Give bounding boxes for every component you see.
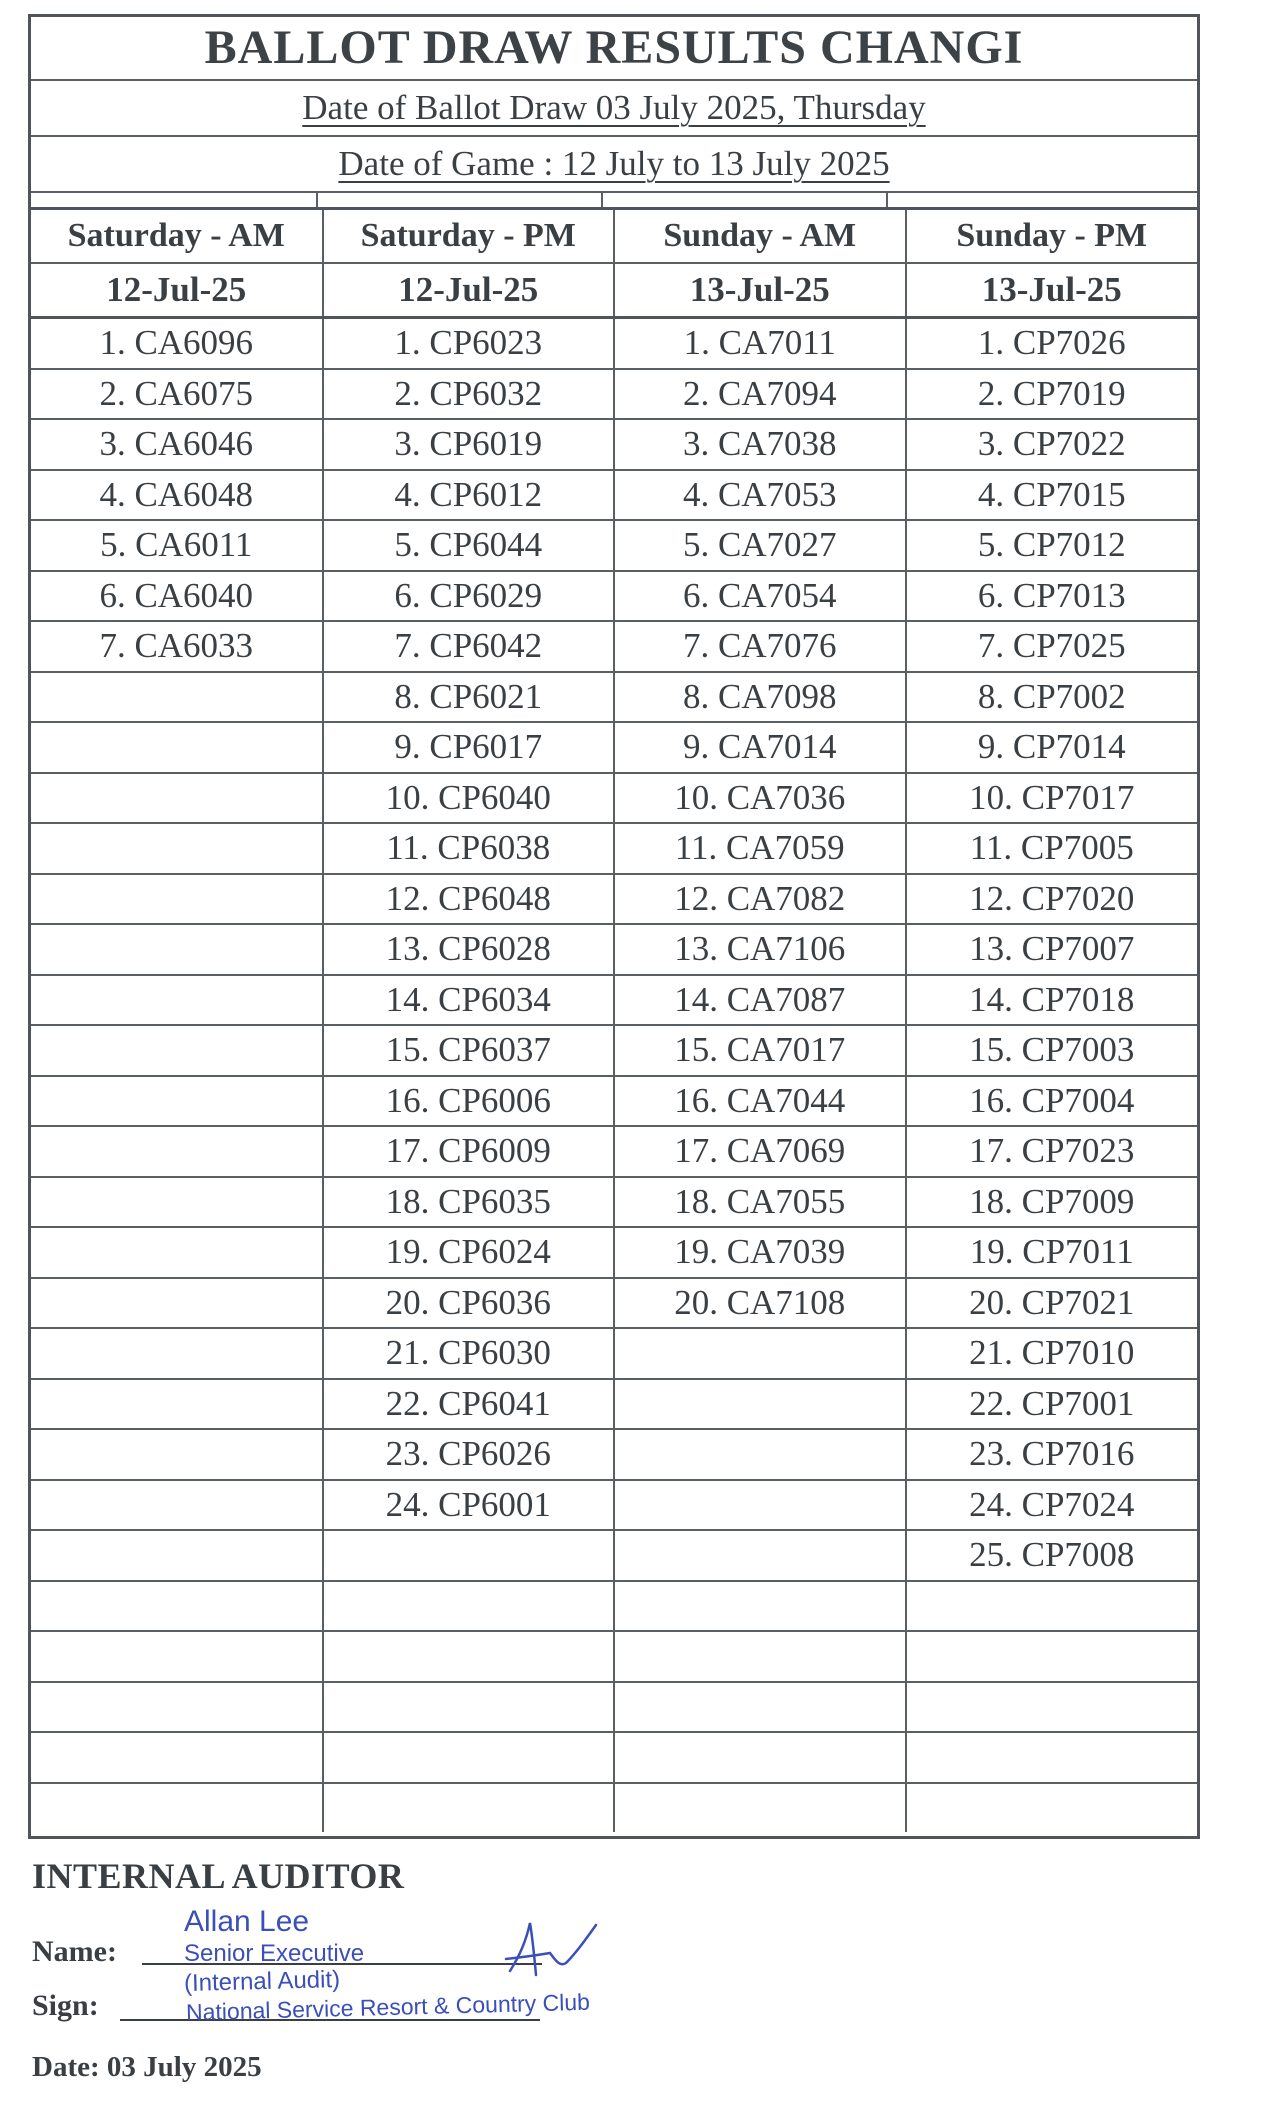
column-day-header: Sunday - AM: [614, 210, 906, 263]
ballot-entry-cell: [906, 1732, 1198, 1783]
ballot-entry-cell: 19. CP6024: [323, 1227, 615, 1278]
ballot-entry-cell: 1. CA7011: [614, 318, 906, 369]
ballot-entry-cell: [323, 1631, 615, 1682]
ballot-entry-cell: 1. CP7026: [906, 318, 1198, 369]
ballot-entry-cell: [323, 1783, 615, 1833]
table-row: [31, 318, 1197, 369]
date-label: Date: 03 July 2025: [32, 2051, 262, 2083]
ballot-entry-cell: [31, 1278, 323, 1329]
ballot-entry-cell: 22. CP7001: [906, 1379, 1198, 1430]
table-row: [31, 975, 1197, 1026]
ballot-entry-cell: [614, 1682, 906, 1733]
ballot-entry-cell: [31, 722, 323, 773]
ballot-entry-cell: 15. CA7017: [614, 1025, 906, 1076]
table-row: [31, 1227, 1197, 1278]
table-row: [31, 1126, 1197, 1177]
ballot-entry-cell: 12. CA7082: [614, 874, 906, 925]
ballot-entry-cell: [31, 874, 323, 925]
ballot-entry-cell: [906, 1783, 1198, 1833]
ballot-entry-cell: [614, 1631, 906, 1682]
ballot-entry-cell: 4. CP7015: [906, 470, 1198, 521]
ballot-entry-cell: 1. CA6096: [31, 318, 323, 369]
ballot-entry-cell: [614, 1783, 906, 1833]
ballot-entry-cell: 3. CP7022: [906, 419, 1198, 470]
ballot-entry-cell: 17. CP6009: [323, 1126, 615, 1177]
ballot-entry-cell: 15. CP6037: [323, 1025, 615, 1076]
ballot-entry-cell: 5. CP6044: [323, 520, 615, 571]
handwritten-position: Senior Executive: [184, 1940, 365, 1967]
ballot-entry-cell: 12. CP6048: [323, 874, 615, 925]
ballot-entry-cell: 17. CA7069: [614, 1126, 906, 1177]
ballot-entry-cell: 17. CP7023: [906, 1126, 1198, 1177]
ballot-entry-cell: 19. CA7039: [614, 1227, 906, 1278]
ballot-entry-cell: [614, 1530, 906, 1581]
ballot-entry-cell: [323, 1682, 615, 1733]
ballot-entry-cell: [906, 1631, 1198, 1682]
ballot-date-text: Date of Ballot Draw 03 July 2025, Thursday: [302, 88, 926, 127]
game-date-line: [31, 137, 1197, 193]
ballot-entry-cell: 5. CA7027: [614, 520, 906, 571]
column-day-header: Saturday - PM: [323, 210, 615, 263]
ballot-entry-cell: 1. CP6023: [323, 318, 615, 369]
ballot-entry-cell: [614, 1379, 906, 1430]
ballot-entry-cell: 8. CA7098: [614, 672, 906, 723]
ballot-entry-cell: 18. CP7009: [906, 1177, 1198, 1228]
handwritten-name: Allan Lee: [184, 1905, 310, 1938]
ballot-entry-cell: [31, 1783, 323, 1833]
ballot-entry-cell: 2. CP6032: [323, 369, 615, 420]
ballot-entry-cell: 14. CA7087: [614, 975, 906, 1026]
ballot-entry-cell: [614, 1732, 906, 1783]
ballot-entry-cell: 2. CA6075: [31, 369, 323, 420]
table-row: [31, 1631, 1197, 1682]
table-row: [31, 1480, 1197, 1531]
ballot-entry-cell: 10. CP6040: [323, 773, 615, 824]
ballot-entry-cell: [614, 1581, 906, 1632]
date-header-row: [31, 263, 1197, 318]
table-row: [31, 1581, 1197, 1632]
table-row: [31, 470, 1197, 521]
ballot-entry-cell: 23. CP6026: [323, 1429, 615, 1480]
ballot-entry-cell: 16. CP6006: [323, 1076, 615, 1127]
ballot-entry-cell: [906, 1581, 1198, 1632]
ballot-entry-cell: 6. CP7013: [906, 571, 1198, 622]
ballot-entry-cell: [323, 1581, 615, 1632]
handwritten-organisation: National Service Resort & Country Club: [185, 1988, 591, 2026]
ballot-entry-cell: 21. CP7010: [906, 1328, 1198, 1379]
ballot-entry-cell: 9. CP7014: [906, 722, 1198, 773]
table-row: [31, 924, 1197, 975]
ballot-entry-cell: 3. CA7038: [614, 419, 906, 470]
table-row: [31, 369, 1197, 420]
ballot-entry-cell: 22. CP6041: [323, 1379, 615, 1430]
ballot-entry-cell: 15. CP7003: [906, 1025, 1198, 1076]
ballot-entry-cell: [31, 1177, 323, 1228]
ballot-entry-cell: 7. CA6033: [31, 621, 323, 672]
table-row: [31, 773, 1197, 824]
ballot-entry-cell: 11. CP7005: [906, 823, 1198, 874]
ballot-entry-cell: [31, 1530, 323, 1581]
ballot-entry-cell: [31, 672, 323, 723]
ballot-entry-cell: 10. CA7036: [614, 773, 906, 824]
ballot-entry-cell: [31, 823, 323, 874]
table-row: [31, 1025, 1197, 1076]
ballot-entry-cell: 7. CA7076: [614, 621, 906, 672]
ballot-entry-cell: [31, 1429, 323, 1480]
ballot-entry-cell: 23. CP7016: [906, 1429, 1198, 1480]
ballot-entry-cell: 4. CA6048: [31, 470, 323, 521]
table-row: [31, 1682, 1197, 1733]
table-row: [31, 1379, 1197, 1430]
table-row: [31, 1076, 1197, 1127]
ballot-entry-cell: [31, 1025, 323, 1076]
ballot-entry-cell: 5. CA6011: [31, 520, 323, 571]
ballot-entry-cell: 11. CA7059: [614, 823, 906, 874]
table-row: [31, 1278, 1197, 1329]
table-row: [31, 419, 1197, 470]
ballot-entry-cell: [31, 1631, 323, 1682]
ballot-entry-cell: 6. CP6029: [323, 571, 615, 622]
ballot-entry-cell: 13. CA7106: [614, 924, 906, 975]
ballot-entry-cell: 19. CP7011: [906, 1227, 1198, 1278]
table-row: [31, 874, 1197, 925]
ballot-entry-cell: 25. CP7008: [906, 1530, 1198, 1581]
ballot-entry-cell: 2. CP7019: [906, 369, 1198, 420]
game-date-text: Date of Game : 12 July to 13 July 2025: [338, 144, 890, 183]
ballot-entry-cell: [31, 975, 323, 1026]
table-row: [31, 722, 1197, 773]
ballot-entry-cell: [614, 1328, 906, 1379]
column-day-header: Saturday - AM: [31, 210, 323, 263]
column-date-header: 13-Jul-25: [906, 263, 1198, 318]
ballot-entry-cell: [31, 1732, 323, 1783]
ballot-entry-cell: 18. CP6035: [323, 1177, 615, 1228]
ballot-entry-cell: 7. CP7025: [906, 621, 1198, 672]
ballot-entry-cell: [31, 773, 323, 824]
results-table: [31, 210, 1197, 1832]
ballot-entry-cell: 7. CP6042: [323, 621, 615, 672]
ballot-entry-cell: [31, 1379, 323, 1430]
ballot-entry-cell: 13. CP6028: [323, 924, 615, 975]
table-row: [31, 1530, 1197, 1581]
ballot-entry-cell: 5. CP7012: [906, 520, 1198, 571]
table-row: [31, 1328, 1197, 1379]
table-row: [31, 571, 1197, 622]
ballot-date-line: [31, 81, 1197, 137]
ballot-entry-cell: [31, 1126, 323, 1177]
ballot-entry-cell: 18. CA7055: [614, 1177, 906, 1228]
ballot-entry-cell: 24. CP7024: [906, 1480, 1198, 1531]
results-body: [31, 318, 1197, 1833]
ballot-entry-cell: 20. CA7108: [614, 1278, 906, 1329]
column-date-header: 12-Jul-25: [323, 263, 615, 318]
ballot-entry-cell: 24. CP6001: [323, 1480, 615, 1531]
table-row: [31, 672, 1197, 723]
table-row: [31, 1177, 1197, 1228]
ballot-entry-cell: 2. CA7094: [614, 369, 906, 420]
sign-label: Sign:: [32, 1989, 99, 2022]
ballot-entry-cell: 4. CA7053: [614, 470, 906, 521]
column-date-header: 12-Jul-25: [31, 263, 323, 318]
ballot-entry-cell: [614, 1480, 906, 1531]
day-header-row: [31, 210, 1197, 263]
internal-auditor-block: [32, 1855, 932, 2095]
ballot-entry-cell: 3. CP6019: [323, 419, 615, 470]
table-row: [31, 1783, 1197, 1833]
ballot-entry-cell: [31, 1076, 323, 1127]
header-spacer: [31, 193, 1197, 210]
ballot-entry-cell: [31, 1328, 323, 1379]
ballot-entry-cell: [614, 1429, 906, 1480]
column-date-header: 13-Jul-25: [614, 263, 906, 318]
table-row: [31, 520, 1197, 571]
ballot-entry-cell: [906, 1682, 1198, 1733]
ballot-entry-cell: [31, 1581, 323, 1632]
ballot-entry-cell: [31, 924, 323, 975]
ballot-entry-cell: 4. CP6012: [323, 470, 615, 521]
auditor-heading: INTERNAL AUDITOR: [32, 1856, 405, 1896]
table-row: [31, 621, 1197, 672]
ballot-entry-cell: 9. CA7014: [614, 722, 906, 773]
ballot-entry-cell: 8. CP6021: [323, 672, 615, 723]
ballot-entry-cell: [323, 1732, 615, 1783]
ballot-entry-cell: [323, 1530, 615, 1581]
ballot-entry-cell: 14. CP6034: [323, 975, 615, 1026]
ballot-entry-cell: 12. CP7020: [906, 874, 1198, 925]
table-row: [31, 1732, 1197, 1783]
ballot-results-sheet: [28, 14, 1200, 1839]
ballot-entry-cell: 14. CP7018: [906, 975, 1198, 1026]
ballot-entry-cell: 13. CP7007: [906, 924, 1198, 975]
ballot-entry-cell: 3. CA6046: [31, 419, 323, 470]
column-day-header: Sunday - PM: [906, 210, 1198, 263]
handwritten-department: (Internal Audit): [183, 1965, 341, 1998]
table-row: [31, 1429, 1197, 1480]
ballot-entry-cell: 21. CP6030: [323, 1328, 615, 1379]
ballot-entry-cell: [31, 1480, 323, 1531]
handwritten-signature-icon: [502, 1913, 602, 1983]
page-title: BALLOT DRAW RESULTS CHANGI: [31, 17, 1197, 81]
ballot-entry-cell: 9. CP6017: [323, 722, 615, 773]
ballot-entry-cell: 8. CP7002: [906, 672, 1198, 723]
ballot-entry-cell: 6. CA7054: [614, 571, 906, 622]
ballot-entry-cell: 16. CA7044: [614, 1076, 906, 1127]
ballot-entry-cell: 10. CP7017: [906, 773, 1198, 824]
ballot-entry-cell: 6. CA6040: [31, 571, 323, 622]
name-label: Name:: [32, 1935, 117, 1968]
ballot-entry-cell: 16. CP7004: [906, 1076, 1198, 1127]
ballot-entry-cell: 20. CP6036: [323, 1278, 615, 1329]
ballot-entry-cell: 11. CP6038: [323, 823, 615, 874]
ballot-entry-cell: [31, 1682, 323, 1733]
ballot-entry-cell: 20. CP7021: [906, 1278, 1198, 1329]
table-row: [31, 823, 1197, 874]
ballot-entry-cell: [31, 1227, 323, 1278]
